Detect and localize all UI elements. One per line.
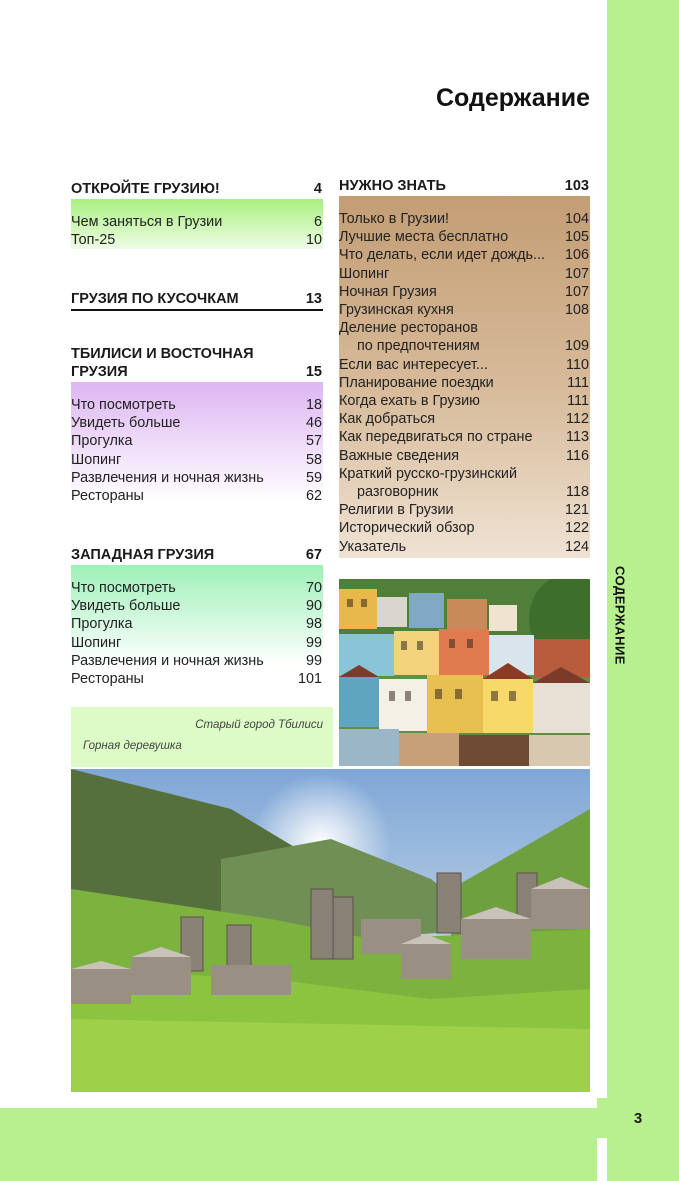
entry-page: 10 <box>305 232 322 249</box>
entry-label: Что делать, если идет дождь... <box>339 247 546 264</box>
bottom-color-band <box>0 1108 597 1181</box>
toc-entry[interactable] <box>71 469 323 487</box>
entry-label: Деление ресторанов <box>339 320 478 337</box>
entry-label: Краткий русско-грузинский <box>339 465 517 482</box>
toc-entry[interactable] <box>339 210 590 228</box>
entry-page: 111 <box>567 393 589 410</box>
section-entries <box>71 382 323 505</box>
entry-label: Только в Грузии! <box>339 211 450 227</box>
entry-page: 57 <box>305 433 322 450</box>
toc-entry[interactable] <box>339 465 590 483</box>
entry-label: Топ-25 <box>71 232 116 249</box>
toc-entry[interactable] <box>71 615 323 633</box>
toc-entry[interactable] <box>71 487 323 505</box>
entry-label: Развлечения и ночная жизнь <box>71 652 264 669</box>
toc-entry[interactable] <box>71 396 323 414</box>
section-page: 13 <box>305 291 322 307</box>
entry-label: Увидеть больше <box>71 415 181 432</box>
toc-entry[interactable] <box>339 356 590 374</box>
toc-entry[interactable] <box>339 228 590 246</box>
toc-entry[interactable] <box>339 392 590 410</box>
toc-section-need-to-know <box>339 177 590 558</box>
entry-label: Как передвигаться по стране <box>339 429 533 446</box>
caption-old-town: Старый город Тбилиси <box>195 719 323 731</box>
toc-entry[interactable] <box>339 374 590 392</box>
toc-entry[interactable] <box>339 447 590 465</box>
toc-entry[interactable] <box>71 414 323 432</box>
entry-page: 18 <box>305 397 322 413</box>
toc-section-heading[interactable] <box>71 180 323 199</box>
toc-section-heading[interactable] <box>71 290 323 309</box>
entry-label: по предпочтениям <box>357 338 480 355</box>
toc-entry[interactable] <box>339 538 590 556</box>
entry-label: Когда ехать в Грузию <box>339 393 480 410</box>
entry-page: 118 <box>566 484 589 501</box>
toc-entry[interactable] <box>71 670 323 688</box>
entry-label: Ночная Грузия <box>339 283 437 300</box>
entry-page: 112 <box>566 411 589 428</box>
toc-entry[interactable] <box>339 301 590 319</box>
toc-section-heading[interactable] <box>339 177 590 196</box>
entry-page: 70 <box>305 580 322 596</box>
toc-entry[interactable] <box>339 428 590 446</box>
toc-entry[interactable] <box>339 283 590 301</box>
toc-entry[interactable] <box>339 265 590 283</box>
entry-page: 58 <box>305 451 322 468</box>
entry-page: 106 <box>564 247 589 264</box>
toc-section-heading[interactable] <box>71 546 323 565</box>
entry-page: 6 <box>313 214 322 230</box>
entry-label: Шопинг <box>71 634 122 651</box>
entry-label: разговорник <box>357 484 439 501</box>
entry-page: 46 <box>305 415 322 432</box>
entry-label: Чем заняться в Грузии <box>71 214 223 230</box>
toc-entry[interactable] <box>71 451 323 469</box>
section-title: ЗАПАДНАЯ ГРУЗИЯ <box>71 547 215 563</box>
entry-label: Увидеть больше <box>71 598 181 615</box>
entry-page: 107 <box>564 265 589 282</box>
entry-label: Рестораны <box>71 671 144 688</box>
toc-entry[interactable] <box>71 213 323 231</box>
section-entries <box>71 565 323 688</box>
toc-section-heading[interactable] <box>71 345 323 382</box>
toc-entry[interactable] <box>71 597 323 615</box>
section-title: НУЖНО ЗНАТЬ <box>339 178 446 194</box>
entry-page: 59 <box>305 469 322 486</box>
section-entries <box>339 196 590 558</box>
section-page: 103 <box>564 178 589 194</box>
toc-entry[interactable] <box>71 579 323 597</box>
entry-page: 111 <box>567 374 589 391</box>
entry-page: 124 <box>564 538 589 555</box>
entry-label: Что посмотреть <box>71 580 176 596</box>
entry-label: Что посмотреть <box>71 397 176 413</box>
section-title: ТБИЛИСИ И ВОСТОЧНАЯ ГРУЗИЯ <box>71 346 254 380</box>
toc-section-western <box>71 546 323 688</box>
section-page: 4 <box>313 181 322 197</box>
photo-caption-box <box>71 707 333 767</box>
entry-label: Лучшие места бесплатно <box>339 229 509 246</box>
toc-section-discover <box>71 180 323 249</box>
entry-label: Если вас интересует... <box>339 356 488 373</box>
page-number: 3 <box>597 1098 679 1138</box>
toc-entry[interactable] <box>71 432 323 450</box>
entry-page: 98 <box>305 616 322 633</box>
entry-page: 90 <box>305 598 322 615</box>
section-title: ГРУЗИЯ ПО КУСОЧКАМ <box>71 291 239 307</box>
entry-page: 122 <box>564 520 589 537</box>
toc-entry[interactable] <box>339 246 590 264</box>
toc-entry[interactable] <box>339 501 590 519</box>
entry-label: Планирование поездки <box>339 374 494 391</box>
entry-page: 99 <box>305 634 322 651</box>
entry-label: Развлечения и ночная жизнь <box>71 469 264 486</box>
entry-page: 116 <box>566 447 589 464</box>
section-entries <box>71 199 323 249</box>
section-title: ОТКРОЙТЕ ГРУЗИЮ! <box>71 181 220 197</box>
entry-page: 107 <box>564 283 589 300</box>
entry-page: 121 <box>564 502 589 519</box>
page-title: Содержание <box>435 84 590 112</box>
entry-label: Религии в Грузии <box>339 502 454 519</box>
entry-page <box>589 319 590 337</box>
entry-page: 109 <box>564 338 589 355</box>
entry-label: Прогулка <box>71 433 133 450</box>
entry-page: 108 <box>564 302 589 319</box>
entry-label: Исторический обзор <box>339 520 475 537</box>
toc-entry[interactable] <box>339 519 590 537</box>
toc-section-pieces <box>71 290 323 311</box>
section-page: 15 <box>305 364 322 380</box>
entry-page: 62 <box>305 488 322 505</box>
toc-entry[interactable] <box>339 410 590 428</box>
entry-label: Рестораны <box>71 488 144 505</box>
caption-mountain-village: Горная деревушка <box>83 740 182 752</box>
toc-entry[interactable] <box>71 634 323 652</box>
old-town-photo <box>339 579 590 766</box>
section-page: 67 <box>305 547 322 563</box>
entry-label: Важные сведения <box>339 447 460 464</box>
entry-page: 105 <box>564 229 589 246</box>
side-section-label: СОДЕРЖАНИЕ <box>612 565 628 665</box>
toc-entry[interactable] <box>71 231 323 249</box>
entry-page: 101 <box>297 671 322 688</box>
toc-section-tbilisi <box>71 345 323 505</box>
entry-label: Шопинг <box>71 451 122 468</box>
mountain-village-photo <box>71 769 590 1092</box>
toc-entry[interactable] <box>339 319 590 337</box>
entry-page: 113 <box>566 429 589 446</box>
entry-label: Грузинская кухня <box>339 302 454 319</box>
entry-label: Прогулка <box>71 616 133 633</box>
toc-entry[interactable] <box>339 337 590 355</box>
section-divider <box>71 309 323 311</box>
toc-entry[interactable] <box>339 483 590 501</box>
entry-page <box>589 465 590 483</box>
entry-page: 99 <box>305 652 322 669</box>
entry-label: Как добраться <box>339 411 436 428</box>
toc-entry[interactable] <box>71 652 323 670</box>
entry-page: 110 <box>566 356 589 373</box>
entry-label: Указатель <box>339 538 407 555</box>
entry-page: 104 <box>564 211 589 227</box>
entry-label: Шопинг <box>339 265 390 282</box>
